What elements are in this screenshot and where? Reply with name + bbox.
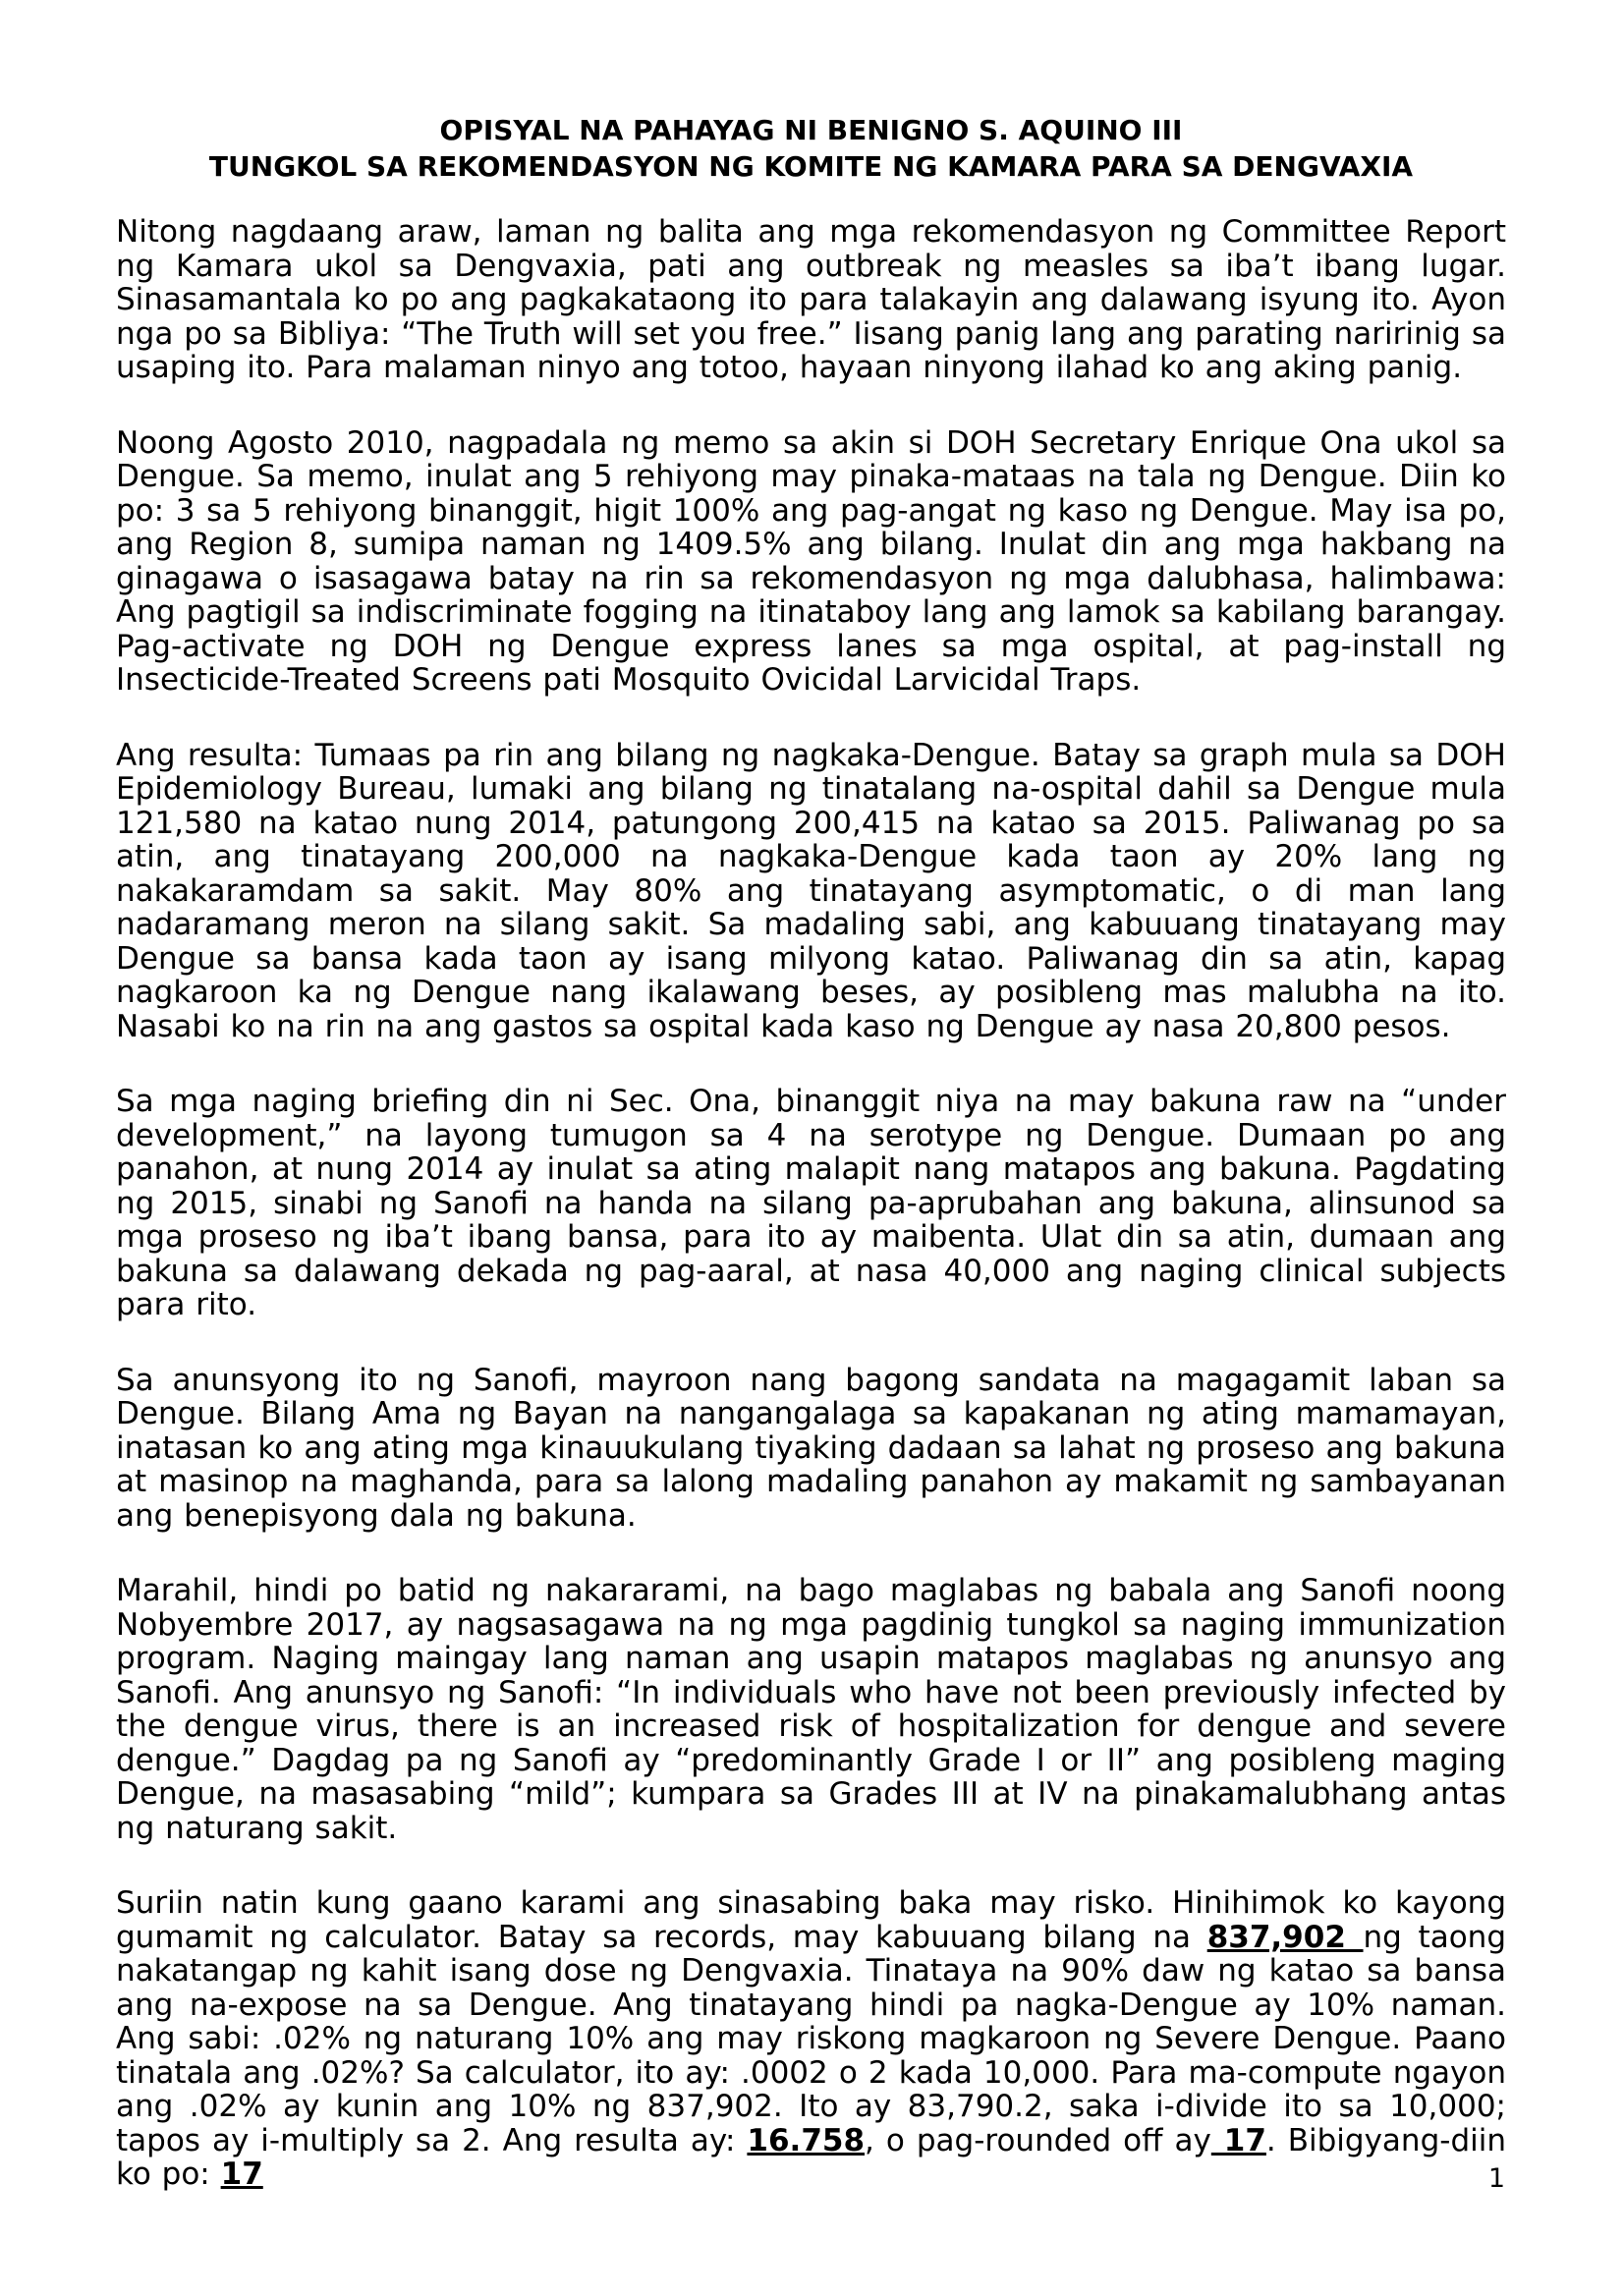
document-title	[116, 112, 1506, 185]
text-segment: , o pag-rounded off ay	[865, 2122, 1211, 2158]
title-line-2: TUNGKOL SA REKOMENDASYON NG KOMITE NG KAMARA PARA SA DENGVAXIA	[208, 150, 1414, 183]
paragraph-intro: Nitong nagdaang araw, laman ng balita ang mga rekomendasyon ng Committee Report ng Kamara ukol sa Dengvaxia, pati ang outbreak ng measles sa iba’t ibang lugar. Sinasamantala ko po ang pagkakataong ito para talakayin ang dalawang isyung ito. Ayon nga po sa Bibliya: “The Truth will set you free.” Iisang panig lang ang parating naririnig sa usaping ito. Para malaman ninyo ang totoo, hayaan ninyong ilahad ko ang aking panig.	[116, 214, 1506, 385]
emphasized-result: 16.758	[747, 2122, 866, 2158]
page-number: 1	[1487, 2163, 1505, 2194]
title-line-1: OPISYAL NA PAHAYAG NI BENIGNO S. AQUINO III	[439, 114, 1183, 146]
paragraph-dengue-statistics: Ang resulta: Tumaas pa rin ang bilang ng nagkaka-Dengue. Batay sa graph mula sa DOH Epidemiology Bureau, lumaki ang bilang ng tinatalang na-ospital dahil sa Dengue mula 121,580 na katao nung 2014, patungong 200,415 na katao sa 2015. Paliwanag po sa atin, ang tinatayang 200,000 na nagkaka-Dengue kada taon ay 20% lang ng nakakaramdam sa sakit. May 80% ang tinatayang asymptomatic, o di man lang nadaramang meron na silang sakit. Sa madaling sabi, ang kabuuang tinatayang may Dengue sa bansa kada taon ay isang milyong katao. Paliwanag din sa atin, kapag nagkaroon ka ng Dengue nang ikalawang beses, ay posibleng mas malubha na ito. Nasabi ko na rin na ang gastos sa ospital kada kaso ng Dengue ay nasa 20,800 pesos.	[116, 737, 1506, 1044]
text-segment: ng taong nakatangap ng kahit isang dose ng Dengvaxia. Tinataya na 90% daw ng katao sa bansa ang na-expose na sa Dengue. Ang tinatayang hindi pa nagka-Dengue ay 10% naman. Ang sabi: .02% ng naturang 10% ang may riskong magkaroon ng Severe Dengue. Paano tinatala ang .02%? Sa calculator, ito ay: .0002 o 2 kada 10,000. Para ma-compute ngayon ang .02% ay kunin ang 10% ng 837,902. Ito ay 83,790.2, saka i-divide ito sa 10,000; tapos ay i-multiply sa 2. Ang resulta ay:	[116, 1919, 1506, 2158]
emphasized-rounded-result: 17	[1210, 2122, 1266, 2158]
text-segment: . Bibigyang-diin ko po:	[116, 2122, 1506, 2192]
paragraph-risk-computation	[116, 1886, 1506, 2192]
emphasized-total-doses: 837,902	[1206, 1919, 1364, 1955]
emphasized-final-number: 17	[220, 2156, 263, 2192]
paragraph-sanofi-warning: Marahil, hindi po batid ng nakararami, na bago maglabas ng babala ang Sanofi noong Nobyembre 2017, ay nagsasagawa na ng mga pagdinig tungkol sa naging immunization program. Naging maingay lang naman ang usapin matapos maglabas ng anunsyo ang Sanofi. Ang anunsyo ng Sanofi: “In individuals who have not been previously infected by the dengue virus, there is an increased risk of hospitalization for dengue and severe dengue.” Dagdag pa ng Sanofi ay “predominantly Grade I or II” ang posibleng maging Dengue, na masasabing “mild”; kumpara sa Grades III at IV na pinakamalubhang antas ng naturang sakit.	[116, 1573, 1506, 1846]
paragraph-sanofi-announcement: Sa anunsyong ito ng Sanofi, mayroon nang bagong sandata na magagamit laban sa Dengue. Bilang Ama ng Bayan na nangangalaga sa kapakanan ng ating mamamayan, inatasan ko ang ating mga kinauukulang tiyaking dadaan sa lahat ng proseso ang bakuna at masinop na maghanda, para sa lalong madaling panahon ay makamit ng sambayanan ang benepisyong dala ng bakuna.	[116, 1362, 1506, 1534]
paragraph-doh-memo: Noong Agosto 2010, nagpadala ng memo sa akin si DOH Secretary Enrique Ona ukol sa Dengue. Sa memo, inulat ang 5 rehiyong may pinaka-mataas na tala ng Dengue. Diin ko po: 3 sa 5 rehiyong binanggit, higit 100% ang pag-angat ng kaso ng Dengue. May isa po, ang Region 8, sumipa naman ng 1409.5% ang bilang. Inulat din ang mga hakbang na ginagawa o isasagawa batay na rin sa rekomendasyon ng mga dalubhasa, halimbawa: Ang pagtigil sa indiscriminate fogging na itinataboy lang ang lamok sa kabilang barangay. Pag-activate ng DOH ng Dengue express lanes sa mga ospital, at pag-install ng Insecticide-Treated Screens pati Mosquito Ovicidal Larvicidal Traps.	[116, 424, 1506, 698]
text-segment: Suriin natin kung gaano karami ang sinasabing baka may risko. Hinihimok ko kayong gumamit ng calculator. Batay sa records, may kabuuang bilang na	[116, 1885, 1506, 1955]
document-body	[116, 215, 1506, 2192]
paragraph-vaccine-development: Sa mga naging briefing din ni Sec. Ona, binanggit niya na may bakuna raw na “under development,” na layong tumugon sa 4 na serotype ng Dengue. Dumaan po ang panahon, at nung 2014 ay inulat sa ating malapit nang matapos ang bakuna. Pagdating ng 2015, sinabi ng Sanofi na handa na silang pa-aprubahan ang bakuna, alinsunod sa mga proseso ng iba’t ibang bansa, para ito ay maibenta. Ulat din sa atin, dumaan ang bakuna sa dalawang dekada ng pag-aaral, at nasa 40,000 ang naging clinical subjects para rito.	[116, 1084, 1506, 1322]
